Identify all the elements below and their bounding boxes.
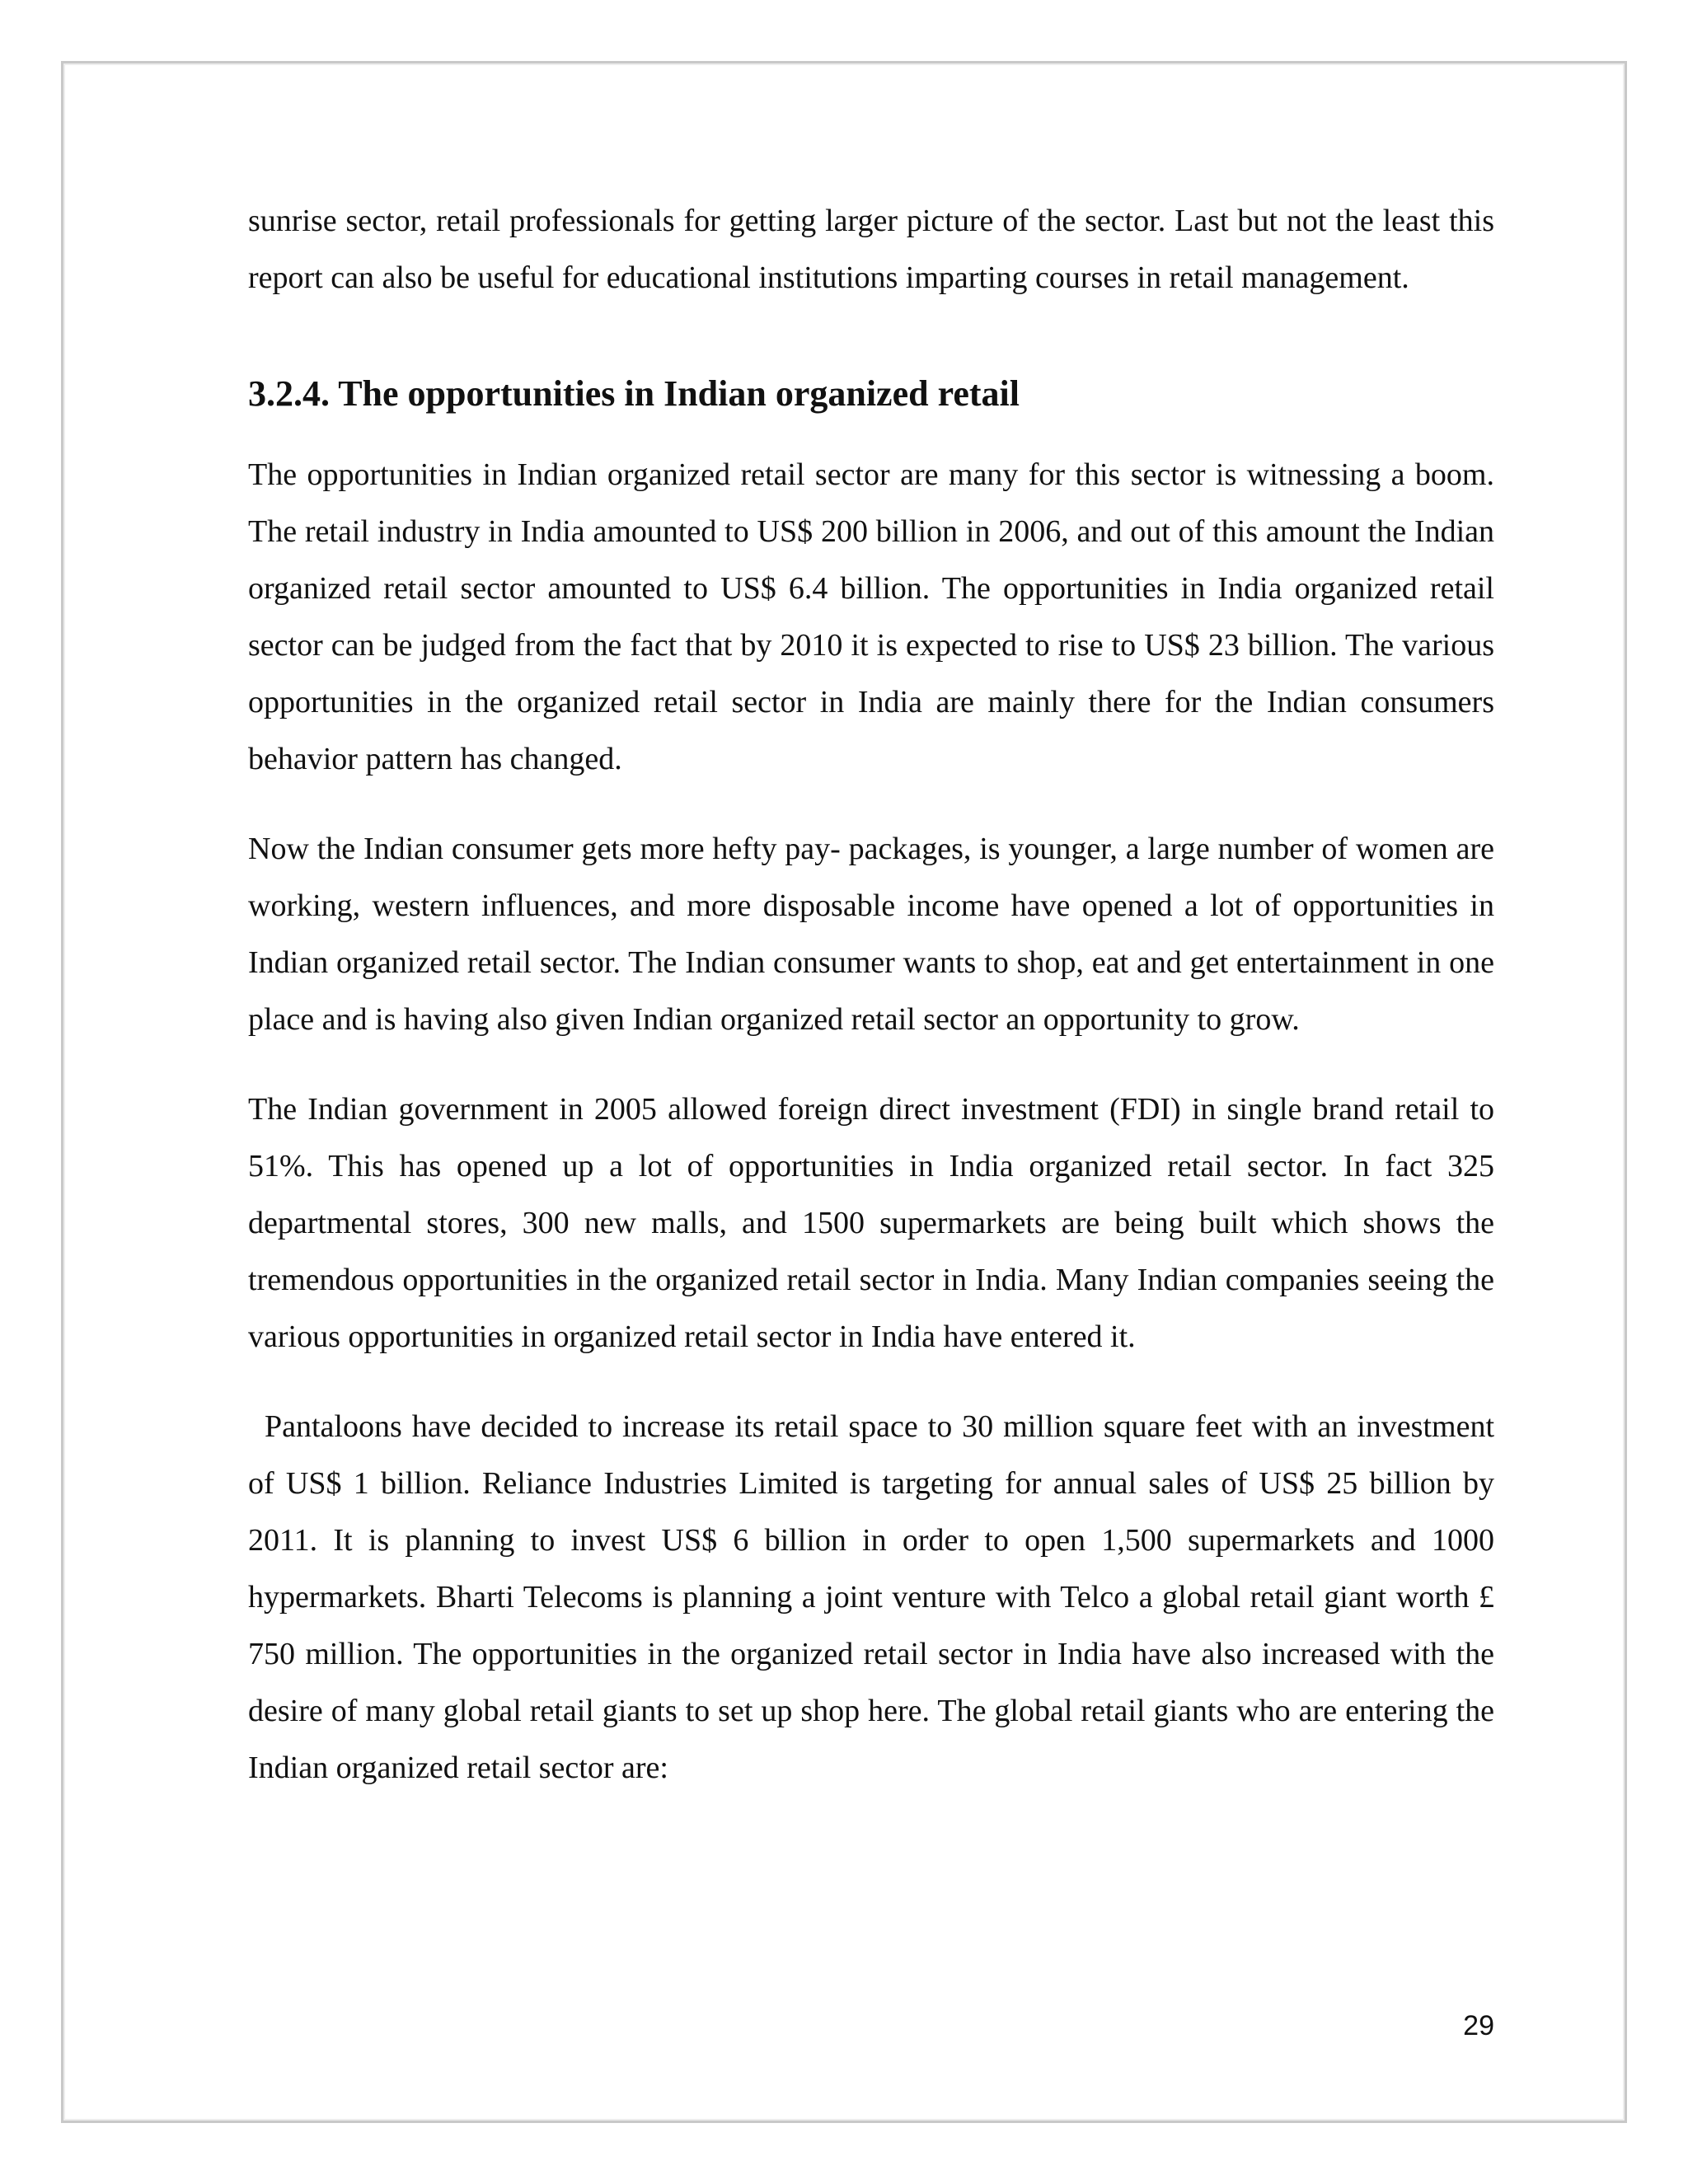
section-heading: 3.2.4. The opportunities in Indian organized retail xyxy=(248,373,1020,414)
page-content xyxy=(248,193,1494,1830)
page-number: 29 xyxy=(1463,2010,1494,2041)
paragraph-consumer-behavior: Now the Indian consumer gets more hefty pay- packages, is younger, a large number of women are working, western influences, and more disposable income have opened a lot of opportunities in Indian organized retail sector. The Indian consumer wants to shop, eat and get entertainment in one place and is having also given Indian organized retail sector an opportunity to grow. xyxy=(248,832,1494,1037)
paragraph-market-size: The opportunities in Indian organized retail sector are many for this sector is witnessing a boom. The retail industry in India amounted to US$ 200 billion in 2006, and out of this amount the Indian organized retail sector amounted to US$ 6.4 billion. The opportunities in India organized retail sector can be judged from the fact that by 2010 it is expected to rise to US$ 23 billion. The various opportunities in the organized retail sector in India are mainly there for the Indian consumers behavior pattern has changed. xyxy=(248,457,1494,776)
intro-paragraph: sunrise sector, retail professionals for getting larger picture of the sector. Last but not the least this report can also be useful for educational institutions imparting courses in retail management. xyxy=(248,204,1494,295)
paragraph-fdi: The Indian government in 2005 allowed foreign direct investment (FDI) in single brand retail to 51%. This has opened up a lot of opportunities in India organized retail sector. In fact 325 departmental stores, 300 new malls, and 1500 supermarkets are being built which shows the tremendous opportunities in the organized retail sector in India. Many Indian companies seeing the various opportunities in organized retail sector in India have entered it. xyxy=(248,1092,1494,1354)
paragraph-companies: Pantaloons have decided to increase its retail space to 30 million square feet with an investment of US$ 1 billion. Reliance Industries Limited is targeting for annual sales of US$ 25 billion by 2011. It is planning to invest US$ 6 billion in order to open 1,500 supermarkets and 1000 hypermarkets. Bharti Telecoms is planning a joint venture with Telco a global retail giant worth £ 750 million. The opportunities in the organized retail sector in India have also increased with the desire of many global retail giants to set up shop here. The global retail giants who are entering the Indian organized retail sector are: xyxy=(248,1409,1494,1785)
